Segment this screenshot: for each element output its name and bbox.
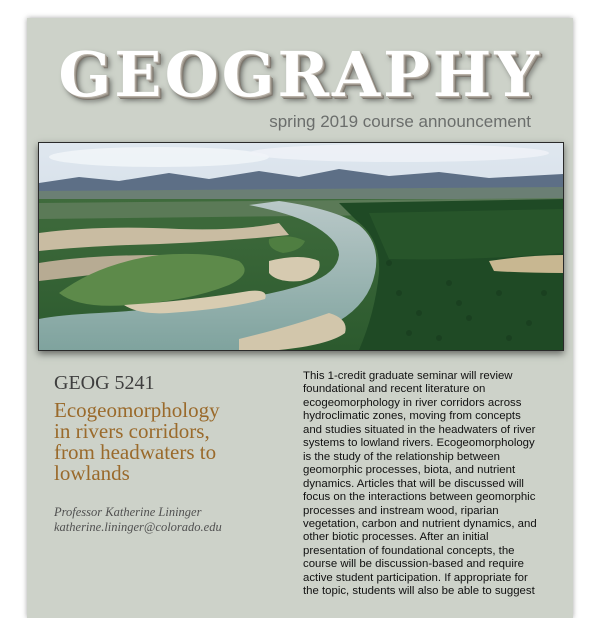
description-line: is the study of the relationship between — [303, 450, 500, 463]
description-line: the topic, students will also be able to suggest — [303, 585, 535, 598]
description-line: geomorphic processes, biota, and nutrient — [303, 464, 516, 477]
river-landscape-illustration — [39, 143, 563, 350]
description-line: presentation of foundational concepts, the — [303, 544, 515, 557]
course-announcement-subtitle: spring 2019 course announcement — [269, 112, 531, 131]
description-line: and studies situated in the headwaters of river — [303, 423, 536, 436]
description-line: dynamics. Articles that will be discussed will — [303, 477, 524, 490]
course-title-line: from headwaters to — [54, 440, 217, 464]
description-line: systems to lowland rivers. Ecogeomorphology — [303, 437, 535, 450]
course-title-line: Ecogeomorphology — [54, 398, 220, 422]
course-title — [54, 400, 284, 484]
description-line: course will be discussion-based and require — [303, 558, 524, 571]
professor-email: katherine.lininger@colorado.edu — [54, 520, 222, 534]
course-code: GEOG 5241 — [54, 372, 155, 394]
description-line: vegetation, carbon and nutrient dynamics, and — [303, 517, 537, 530]
instructor-info — [54, 505, 222, 535]
masthead-title: GEOGRAPHY — [58, 38, 542, 111]
professor-name: Professor Katherine Lininger — [54, 505, 202, 519]
description-line: hydroclimatic zones, moving from concepts — [303, 410, 521, 423]
description-line: other biotic processes. After an initial — [303, 531, 489, 544]
description-line: active student participation. If appropriate for — [303, 571, 528, 584]
course-title-line: in rivers corridors, — [54, 419, 210, 443]
course-description — [303, 370, 558, 599]
description-line: foundational and recent literature on — [303, 383, 486, 396]
description-line: focus on the interactions between geomorphic — [303, 491, 536, 504]
description-line: This 1-credit graduate seminar will review — [303, 370, 513, 382]
course-title-line: lowlands — [54, 461, 130, 485]
description-line: processes and instream wood, riparian — [303, 504, 499, 517]
description-line: ecogeomorphology in river corridors across — [303, 396, 522, 409]
river-corridor-photo — [38, 142, 564, 351]
course-flyer — [27, 18, 573, 618]
